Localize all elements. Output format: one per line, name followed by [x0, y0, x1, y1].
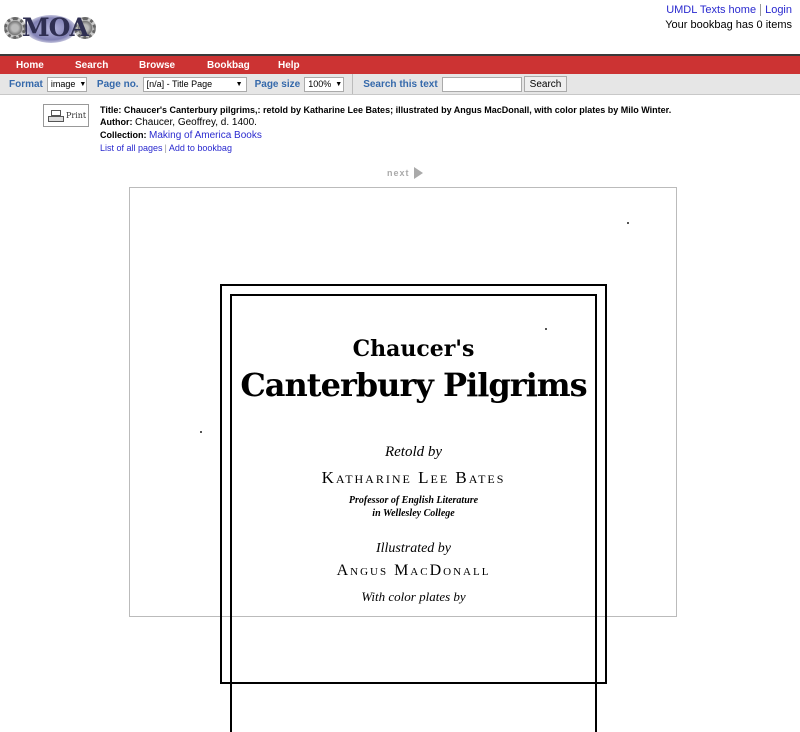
- add-to-bookbag-link[interactable]: Add to bookbag: [168, 143, 232, 153]
- book-title-line1: Chaucer's: [352, 336, 475, 362]
- book-title-line2: Canterbury Pilgrims: [240, 366, 587, 404]
- list-all-pages-link[interactable]: List of all pages: [100, 143, 163, 153]
- nav-search[interactable]: Search: [75, 59, 109, 71]
- author-value: Chaucer, Geoffrey, d. 1400.: [135, 117, 257, 128]
- author-affiliation: [222, 494, 605, 520]
- speck: [200, 431, 202, 433]
- chevron-down-icon: ▼: [79, 80, 87, 88]
- format-select[interactable]: [47, 77, 87, 92]
- illustrated-by: Illustrated by: [375, 541, 452, 556]
- toolbar-divider: [352, 74, 353, 94]
- logo-text: MOA: [22, 13, 88, 42]
- chevron-down-icon: ▼: [235, 80, 243, 88]
- divider: |: [164, 143, 167, 153]
- speck: [627, 222, 629, 224]
- print-label: Print: [66, 111, 87, 120]
- title-label: Title:: [100, 105, 122, 115]
- login-link[interactable]: Login: [765, 4, 792, 16]
- printer-icon: [48, 110, 64, 122]
- title-row: [100, 104, 671, 116]
- nav-browse[interactable]: Browse: [139, 59, 176, 71]
- site-header: [0, 0, 800, 54]
- collection-row: [100, 129, 671, 142]
- next-arrow-icon: [414, 167, 423, 179]
- pagesize-select[interactable]: [304, 77, 344, 92]
- format-label: Format: [9, 78, 43, 90]
- next-label: next: [387, 168, 410, 178]
- affiliation-line1: Professor of English Literature: [348, 495, 479, 506]
- author-row: [100, 116, 671, 129]
- divider: [760, 4, 761, 16]
- collection-link[interactable]: Making of America Books: [149, 130, 262, 141]
- title-value: Chaucer's Canterbury pilgrims,: retold by Katharine Lee Bates; illustrated by Angus MacDonall, with color plates by Milo Winter.: [123, 105, 672, 115]
- pageno-value: [n/a] - Title Page: [146, 79, 213, 89]
- nav-help[interactable]: Help: [278, 59, 300, 71]
- pagesize-value: 100%: [308, 79, 332, 89]
- account-links: [665, 3, 792, 33]
- pagesize-label: Page size: [254, 78, 301, 90]
- record-links: [100, 142, 671, 154]
- main-nav: [0, 54, 800, 74]
- search-text-label: Search this text: [363, 78, 438, 90]
- title-page-frame: [220, 284, 607, 684]
- illustrator-name: Angus MacDonall: [336, 562, 491, 579]
- format-value: image: [50, 79, 76, 89]
- collection-label: Collection:: [100, 130, 147, 140]
- color-plates-by: With color plates by: [361, 589, 466, 604]
- search-text-input[interactable]: [442, 77, 522, 92]
- page-image: [129, 187, 677, 617]
- pageno-select[interactable]: [143, 77, 247, 92]
- record-details: [100, 104, 671, 154]
- next-page-button[interactable]: [387, 167, 423, 179]
- author-name: Katharine Lee Bates: [321, 468, 506, 487]
- affiliation-line2: in Wellesley College: [372, 508, 455, 519]
- chevron-down-icon: ▼: [335, 80, 343, 88]
- page-toolbar: [0, 74, 800, 95]
- umdl-home-link[interactable]: UMDL Texts home: [666, 4, 757, 16]
- moa-logo[interactable]: [4, 12, 96, 44]
- nav-home[interactable]: Home: [16, 59, 44, 71]
- search-button[interactable]: Search: [524, 76, 568, 92]
- nav-bookbag[interactable]: Bookbag: [207, 59, 250, 71]
- pageno-label: Page no.: [96, 78, 139, 90]
- record-info: [0, 95, 800, 155]
- author-label: Author:: [100, 117, 133, 127]
- bookbag-status: Your bookbag has 0 items: [665, 19, 792, 31]
- retold-by: Retold by: [384, 444, 443, 460]
- print-button[interactable]: [43, 104, 89, 127]
